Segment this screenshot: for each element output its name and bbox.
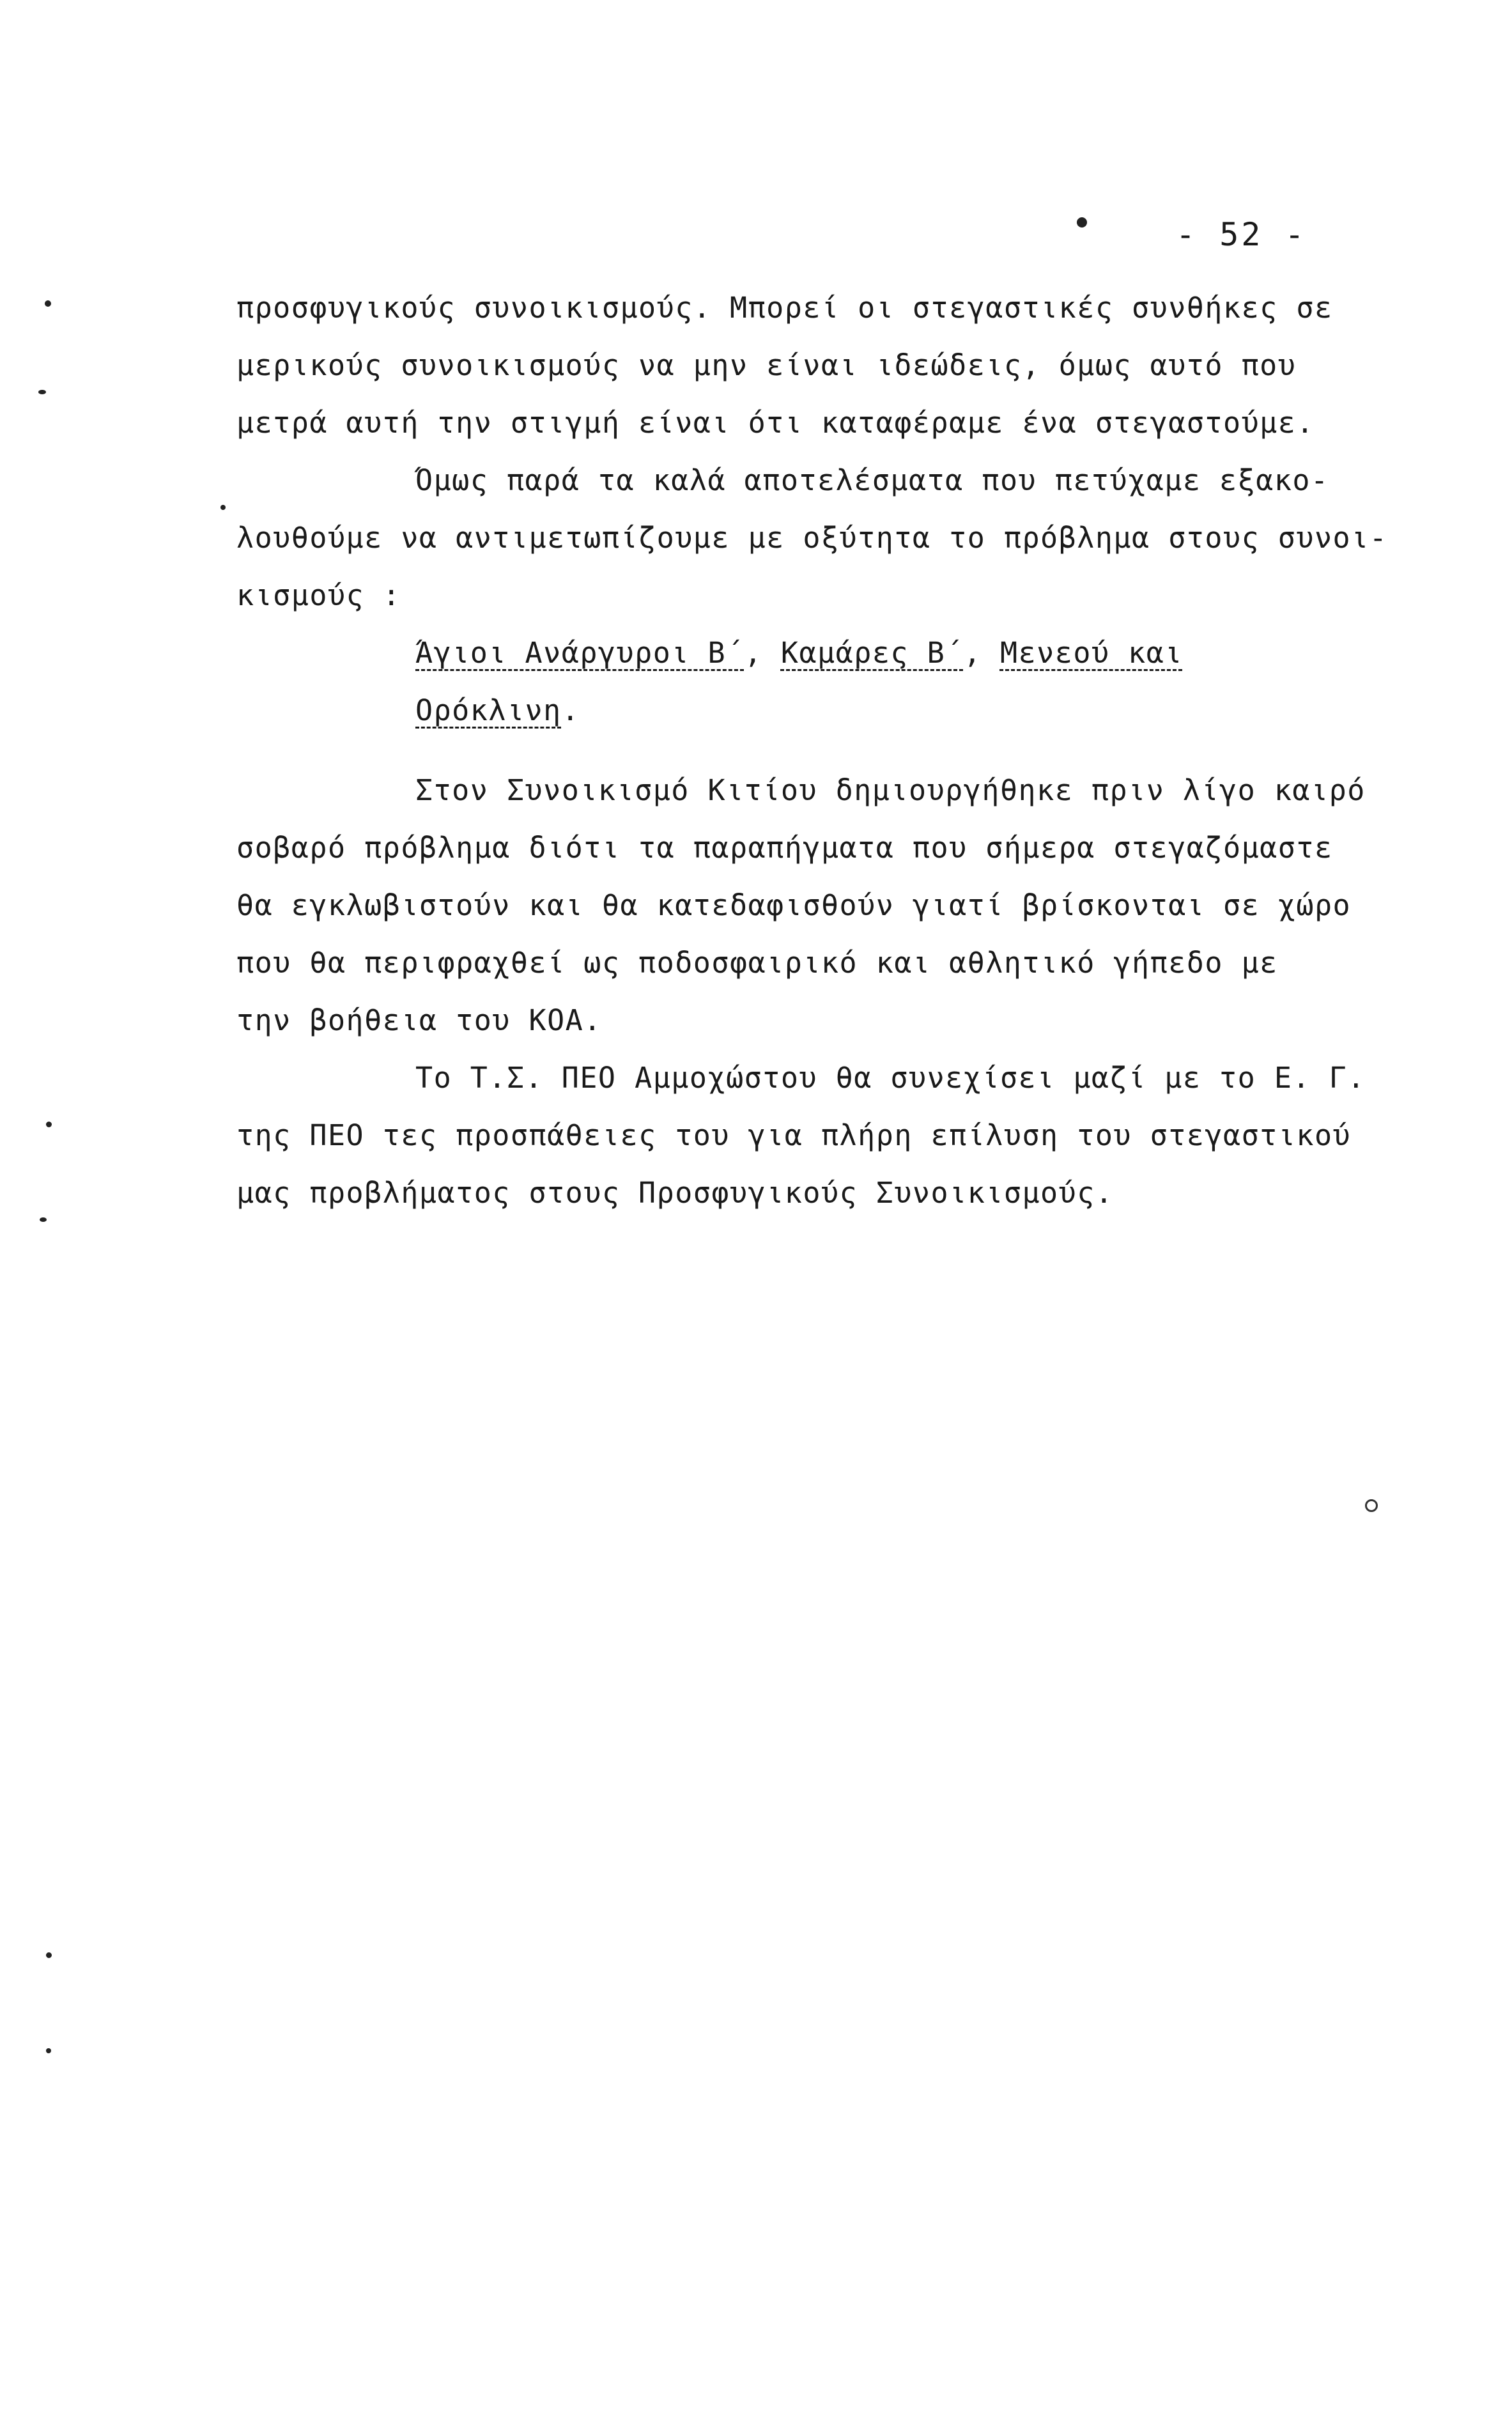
scan-speck bbox=[46, 1952, 52, 1958]
paragraph-3-line-4: που θα περιφραχθεί ως ποδοσφαιρικό και αθλητικό γήπεδο με bbox=[236, 946, 1278, 980]
paragraph-2-line-1: Όμως παρά τα καλά αποτελέσματα που πετύχαμε εξακο- bbox=[415, 463, 1329, 497]
paragraph-3-line-5: την βοήθεια του ΚΟΑ. bbox=[236, 1003, 602, 1037]
scan-speck bbox=[1077, 217, 1087, 228]
settlements-line-1 bbox=[415, 634, 1183, 672]
scan-speck bbox=[46, 1122, 52, 1127]
page-number: - 52 - bbox=[1176, 216, 1307, 253]
paragraph-2-line-3: κισμούς : bbox=[236, 578, 401, 612]
settlement-kamares: Καμάρες Β΄ bbox=[780, 636, 964, 670]
scan-speck bbox=[46, 2048, 51, 2053]
paragraph-4-line-3: μας προβλήματος στους Προσφυγικούς Συνοικισμούς. bbox=[236, 1176, 1114, 1210]
paragraph-1-line-1: προσφυγικούς συνοικισμούς. Μπορεί οι στεγαστικές συνθήκες σε bbox=[236, 291, 1333, 325]
paragraph-2-line-2: λουθούμε να αντιμετωπίζουμε με οξύτητα το πρόβλημα στους συνοι- bbox=[236, 521, 1388, 555]
settlement-separator: , bbox=[744, 636, 781, 670]
paragraph-3-line-3: θα εγκλωβιστούν και θα κατεδαφισθούν γιατί βρίσκονται σε χώρο bbox=[236, 888, 1352, 922]
settlement-oroklini: Ορόκλινη bbox=[415, 693, 562, 727]
settlement-agioi-anargyroi: Άγιοι Ανάργυροι Β΄ bbox=[415, 636, 744, 670]
settlement-period: . bbox=[561, 693, 580, 727]
settlements-line-2 bbox=[415, 691, 580, 730]
settlement-separator: , bbox=[963, 636, 1000, 670]
scan-speck bbox=[40, 1217, 47, 1222]
paragraph-3-line-1: Στον Συνοικισμό Κιτίου δημιουργήθηκε πριν λίγο καιρό bbox=[415, 773, 1366, 807]
scan-ring-mark bbox=[1365, 1499, 1378, 1512]
paragraph-4-line-1: Το Τ.Σ. ΠΕΟ Αμμοχώστου θα συνεχίσει μαζί με το Ε. Γ. bbox=[415, 1061, 1366, 1095]
settlement-meneou: Μενεού και bbox=[999, 636, 1183, 670]
paragraph-4-line-2: της ΠΕΟ τες προσπάθειες του για πλήρη επίλυση του στεγαστικού bbox=[236, 1118, 1352, 1152]
paragraph-3-line-2: σοβαρό πρόβλημα διότι τα παραπήγματα που σήμερα στεγαζόμαστε bbox=[236, 831, 1333, 865]
paragraph-1-line-2: μερικούς συνοικισμούς να μην είναι ιδεώδεις, όμως αυτό που bbox=[236, 348, 1297, 382]
scan-speck bbox=[38, 390, 46, 394]
scan-speck bbox=[45, 300, 51, 307]
scan-speck bbox=[220, 505, 226, 510]
paragraph-1-line-3: μετρά αυτή την στιγμή είναι ότι καταφέραμε ένα στεγαστούμε. bbox=[236, 406, 1315, 440]
